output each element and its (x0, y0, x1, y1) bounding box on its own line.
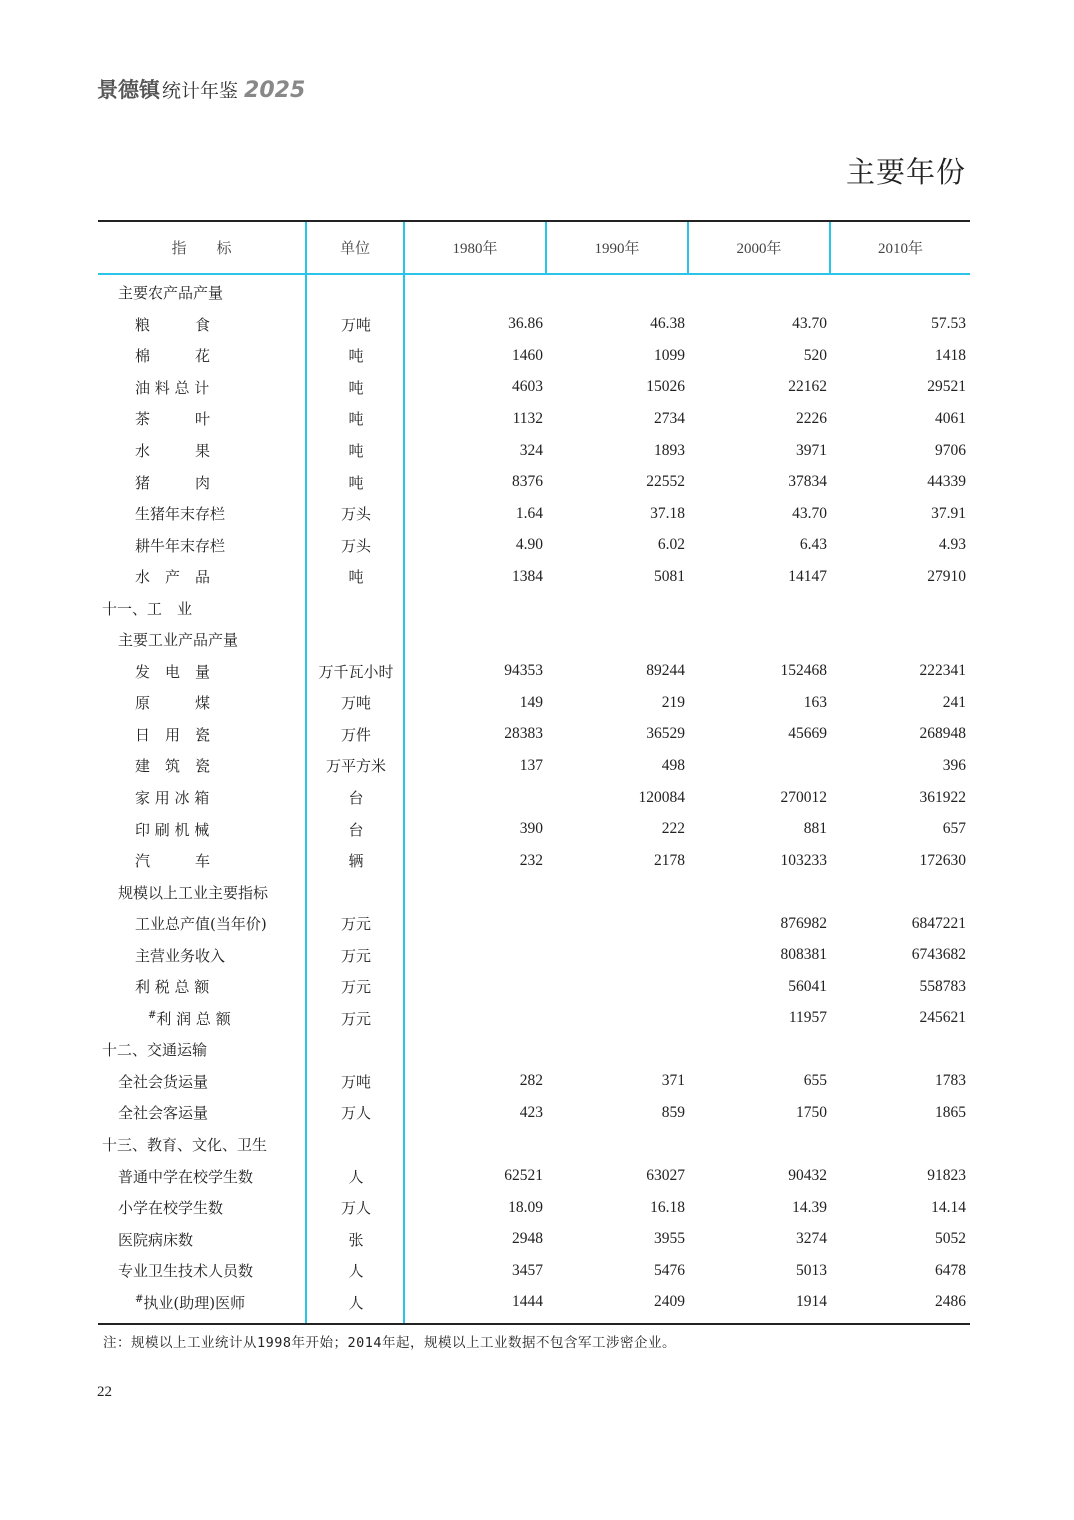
value-2010: 1865 (935, 1103, 966, 1121)
indicator-label: 十一、工 业 (102, 599, 193, 618)
row-unit: 吨 (348, 473, 364, 492)
value-2000: 163 (803, 693, 827, 711)
row-unit: 吨 (348, 347, 364, 366)
value-1980: 1132 (512, 409, 543, 427)
value-1980: 423 (519, 1103, 543, 1121)
table-row (98, 687, 970, 719)
table-row (98, 656, 970, 688)
indicator-label: 耕牛年末存栏 (135, 536, 226, 555)
row-indicator (98, 282, 307, 303)
row-unit: 万平方米 (325, 757, 386, 776)
brand-city: 景德镇 (97, 78, 160, 102)
row-unit: 万人 (340, 1104, 371, 1123)
row-unit: 万头 (340, 505, 371, 524)
row-indicator (98, 1071, 307, 1092)
value-2000: 11957 (788, 1009, 827, 1027)
indicator-label: 发 电 量 (135, 662, 211, 681)
value-2000: 655 (803, 1072, 827, 1090)
row-indicator (98, 913, 307, 934)
value-1980: 282 (519, 1072, 543, 1090)
value-1980: 28383 (504, 725, 543, 743)
row-indicator (98, 850, 307, 871)
value-2000: 43.70 (792, 504, 827, 522)
value-1990: 498 (661, 756, 685, 774)
value-2010: 172630 (919, 851, 966, 869)
row-indicator (98, 787, 307, 808)
indicator-label: 生猪年末存栏 (135, 505, 226, 524)
brand-book: 统计年鉴 (162, 80, 239, 102)
value-2010: 1783 (935, 1072, 966, 1090)
table-row (98, 908, 970, 940)
value-2000: 103233 (780, 851, 827, 869)
value-1990: 46.38 (650, 315, 685, 333)
value-2010: 29521 (927, 378, 966, 396)
value-1980: 149 (519, 693, 543, 711)
value-2010: 4061 (935, 409, 966, 427)
table-row (98, 845, 970, 877)
row-indicator (98, 535, 307, 556)
indicator-label: 医院病床数 (118, 1230, 194, 1249)
value-1990: 37.18 (650, 504, 685, 522)
value-2000: 152468 (780, 662, 827, 680)
indicator-label: 日 用 瓷 (135, 725, 211, 744)
table-row (98, 876, 970, 908)
table-row (98, 719, 970, 751)
value-2000: 808381 (780, 946, 827, 964)
value-2000: 37834 (788, 473, 827, 491)
value-2000: 6.43 (799, 536, 827, 554)
row-indicator (98, 1229, 307, 1250)
row-indicator (98, 408, 307, 429)
indicator-label: 水 果 (135, 442, 211, 460)
row-indicator (98, 1292, 307, 1313)
row-indicator (98, 440, 307, 461)
value-2000: 3274 (796, 1230, 827, 1248)
table-row (98, 1223, 970, 1255)
row-indicator (98, 598, 307, 619)
value-1990: 2178 (654, 851, 685, 869)
indicator-label: 利 税 总 额 (135, 978, 210, 997)
brand-year: 2025 (244, 78, 306, 103)
indicator-label: 茶 叶 (135, 410, 211, 429)
value-1980: 36.86 (508, 315, 543, 333)
value-2000: 14.39 (792, 1198, 827, 1216)
indicator-label: 猪 肉 (135, 473, 211, 492)
header-2010: 2010年 (877, 241, 923, 257)
indicator-label: 利 润 总 额 (156, 1009, 231, 1028)
header-2000: 2000年 (689, 222, 831, 273)
value-1980: 1444 (512, 1293, 543, 1311)
row-indicator (98, 566, 307, 587)
value-1990: 63027 (646, 1167, 685, 1185)
row-unit: 台 (348, 789, 364, 808)
row-indicator (98, 345, 307, 366)
row-indicator (98, 1134, 307, 1155)
value-1990: 3955 (654, 1230, 685, 1248)
value-1990: 89244 (646, 662, 685, 680)
table-row (98, 466, 970, 498)
value-2010: 57.53 (931, 315, 966, 333)
row-indicator (98, 314, 307, 335)
section-title: 主要年份 (845, 155, 966, 189)
value-2010: 2486 (935, 1293, 966, 1311)
value-2010: 9706 (935, 441, 966, 459)
row-indicator (98, 1197, 307, 1218)
indicator-label: 棉 花 (135, 347, 211, 366)
indicator-label: 水 产 品 (135, 568, 211, 587)
row-unit: 张 (348, 1230, 364, 1249)
value-1990: 120084 (638, 788, 685, 806)
indicator-label: 原 煤 (135, 694, 211, 713)
indicator-label: 规模以上工业主要指标 (118, 883, 269, 902)
value-1990: 2409 (654, 1293, 685, 1311)
value-2010: 37.91 (931, 504, 966, 522)
value-2000: 5013 (796, 1261, 827, 1279)
row-unit: 万吨 (340, 694, 371, 713)
value-2000: 45669 (788, 725, 827, 743)
table-row (98, 750, 970, 782)
value-1980: 8376 (512, 473, 543, 491)
value-2000: 56041 (788, 977, 827, 995)
table-row (98, 403, 970, 435)
value-1980: 62521 (504, 1167, 543, 1185)
indicator-label: 全社会客运量 (118, 1104, 209, 1123)
subitem-mark: # (148, 1009, 157, 1021)
row-unit: 万吨 (340, 315, 371, 334)
value-2000: 3971 (796, 441, 827, 459)
value-2010: 6478 (935, 1261, 966, 1279)
table-row (98, 1003, 970, 1035)
indicator-label: 执业(助理)医师 (143, 1293, 246, 1312)
subitem-mark: # (135, 1293, 144, 1305)
value-2000: 520 (803, 346, 827, 364)
row-indicator (98, 945, 307, 966)
header-unit: 单位 (307, 222, 405, 273)
value-2000: 14147 (788, 567, 827, 585)
value-2010: 5052 (935, 1230, 966, 1248)
row-indicator (98, 1166, 307, 1187)
table-row (98, 1129, 970, 1161)
value-1990: 6.02 (657, 536, 685, 554)
table-row (98, 372, 970, 404)
table-row (98, 971, 970, 1003)
indicator-label: 十三、教育、文化、卫生 (102, 1136, 268, 1155)
row-indicator (98, 472, 307, 493)
row-indicator (98, 377, 307, 398)
row-indicator (98, 976, 307, 997)
value-1980: 1.64 (515, 504, 543, 522)
row-unit: 万头 (340, 536, 371, 555)
row-indicator (98, 692, 307, 713)
row-unit: 辆 (348, 852, 364, 871)
header-1990: 1990年 (547, 222, 689, 273)
indicator-label: 油 料 总 计 (135, 378, 210, 397)
value-2000: 1914 (796, 1293, 827, 1311)
value-2010: 241 (942, 693, 966, 711)
value-1990: 15026 (646, 378, 685, 396)
value-2000: 876982 (780, 914, 827, 932)
value-1980: 4603 (512, 378, 543, 396)
footnote: 注：规模以上工业统计从1998年开始；2014年起，规模以上工业数据不包含军工涉密企业。 (103, 1335, 677, 1351)
value-2010: 558783 (919, 977, 966, 995)
value-1980: 18.09 (508, 1198, 543, 1216)
indicator-label: 主营业务收入 (135, 946, 226, 965)
statistics-table (98, 220, 970, 1325)
indicator-label: 印 刷 机 械 (135, 820, 210, 839)
value-1980: 1384 (512, 567, 543, 585)
value-2010: 6847221 (911, 914, 966, 932)
value-2000: 881 (803, 820, 827, 838)
row-unit: 万元 (340, 978, 371, 997)
row-unit: 万元 (340, 1009, 371, 1028)
row-unit: 万千瓦小时 (318, 662, 394, 681)
row-indicator (98, 819, 307, 840)
value-1990: 22552 (646, 473, 685, 491)
indicator-label: 家 用 冰 箱 (135, 789, 210, 808)
row-indicator (98, 1039, 307, 1060)
row-indicator (98, 724, 307, 745)
table-row (98, 1255, 970, 1287)
value-2000: 2226 (796, 409, 827, 427)
value-1990: 36529 (646, 725, 685, 743)
row-indicator (98, 755, 307, 776)
value-1980: 3457 (512, 1261, 543, 1279)
yearbook-brand (97, 74, 305, 104)
row-unit: 吨 (348, 442, 364, 460)
row-unit: 万元 (340, 915, 371, 934)
table-row (98, 813, 970, 845)
value-2010: 14.14 (931, 1198, 966, 1216)
indicator-label: 粮 食 (135, 315, 211, 334)
row-unit: 吨 (348, 410, 364, 429)
table-row (98, 1287, 970, 1319)
value-1990: 2734 (654, 409, 685, 427)
row-indicator (98, 503, 307, 524)
value-1990: 1893 (654, 441, 685, 459)
table-row (98, 561, 970, 593)
row-unit: 人 (348, 1293, 364, 1312)
indicator-label: 十二、交通运输 (102, 1041, 208, 1060)
row-unit: 吨 (348, 378, 364, 397)
value-1990: 5476 (654, 1261, 685, 1279)
value-2000: 270012 (780, 788, 827, 806)
table-row (98, 309, 970, 341)
table-row (98, 624, 970, 656)
value-2000: 1750 (796, 1103, 827, 1121)
table-row (98, 340, 970, 372)
table-bottom-rule (98, 1323, 970, 1325)
value-1990: 219 (661, 693, 685, 711)
indicator-label: 建 筑 瓷 (135, 757, 211, 776)
indicator-label: 主要工业产品产量 (118, 631, 239, 650)
indicator-label: 专业卫生技术人员数 (118, 1262, 254, 1281)
value-2010: 657 (942, 820, 966, 838)
value-1980: 232 (519, 851, 543, 869)
value-1980: 4.90 (515, 536, 543, 554)
table-row (98, 592, 970, 624)
indicator-label: 小学在校学生数 (118, 1199, 224, 1218)
value-2010: 91823 (927, 1167, 966, 1185)
row-unit: 万人 (340, 1199, 371, 1218)
indicator-label: 汽 车 (135, 852, 211, 871)
value-2010: 27910 (927, 567, 966, 585)
indicator-label: 工业总产值(当年价) (135, 915, 267, 934)
value-2010: 4.93 (938, 536, 966, 554)
value-1980: 94353 (504, 662, 543, 680)
table-row (98, 1034, 970, 1066)
table-body (98, 275, 970, 1323)
table-row (98, 1160, 970, 1192)
row-indicator (98, 1102, 307, 1123)
value-2000: 90432 (788, 1167, 827, 1185)
value-1980: 2948 (512, 1230, 543, 1248)
value-1990: 16.18 (650, 1198, 685, 1216)
value-1990: 371 (661, 1072, 685, 1090)
row-unit: 人 (348, 1262, 364, 1281)
value-2010: 245621 (919, 1009, 966, 1027)
indicator-label: 主要农产品产量 (118, 284, 224, 303)
row-unit: 吨 (348, 568, 364, 587)
row-indicator (98, 661, 307, 682)
column-divider (305, 275, 307, 1323)
value-2000: 43.70 (792, 315, 827, 333)
table-row (98, 1192, 970, 1224)
value-2010: 1418 (935, 346, 966, 364)
row-unit: 台 (348, 820, 364, 839)
value-2010: 396 (942, 756, 966, 774)
row-unit: 万吨 (340, 1072, 371, 1091)
value-2010: 222341 (919, 662, 966, 680)
value-1980: 324 (519, 441, 543, 459)
indicator-label: 普通中学在校学生数 (118, 1167, 254, 1186)
value-2010: 361922 (919, 788, 966, 806)
value-1980: 390 (519, 820, 543, 838)
row-unit: 万件 (340, 725, 371, 744)
header-indicator: 指 标 (98, 222, 307, 273)
value-1990: 859 (661, 1103, 685, 1121)
table-row (98, 277, 970, 309)
value-2010: 6743682 (911, 946, 966, 964)
table-row (98, 1097, 970, 1129)
value-2010: 44339 (927, 473, 966, 491)
indicator-label: 全社会货运量 (118, 1072, 209, 1091)
value-1990: 5081 (654, 567, 685, 585)
header-1980: 1980年 (405, 222, 547, 273)
value-1980: 137 (519, 756, 543, 774)
table-row (98, 498, 970, 530)
table-row (98, 529, 970, 561)
value-1990: 222 (661, 820, 685, 838)
value-1990: 1099 (654, 346, 685, 364)
table-row (98, 1066, 970, 1098)
table-header (98, 222, 970, 275)
value-1980: 1460 (512, 346, 543, 364)
row-indicator (98, 882, 307, 903)
table-row (98, 435, 970, 467)
row-indicator (98, 629, 307, 650)
row-unit: 人 (348, 1167, 364, 1186)
column-divider (403, 275, 405, 1323)
row-indicator (98, 1260, 307, 1281)
value-2000: 22162 (788, 378, 827, 396)
row-unit: 万元 (340, 946, 371, 965)
value-2010: 268948 (919, 725, 966, 743)
page-number: 22 (97, 1384, 112, 1400)
row-indicator (98, 1008, 307, 1029)
table-row (98, 782, 970, 814)
table-row (98, 939, 970, 971)
